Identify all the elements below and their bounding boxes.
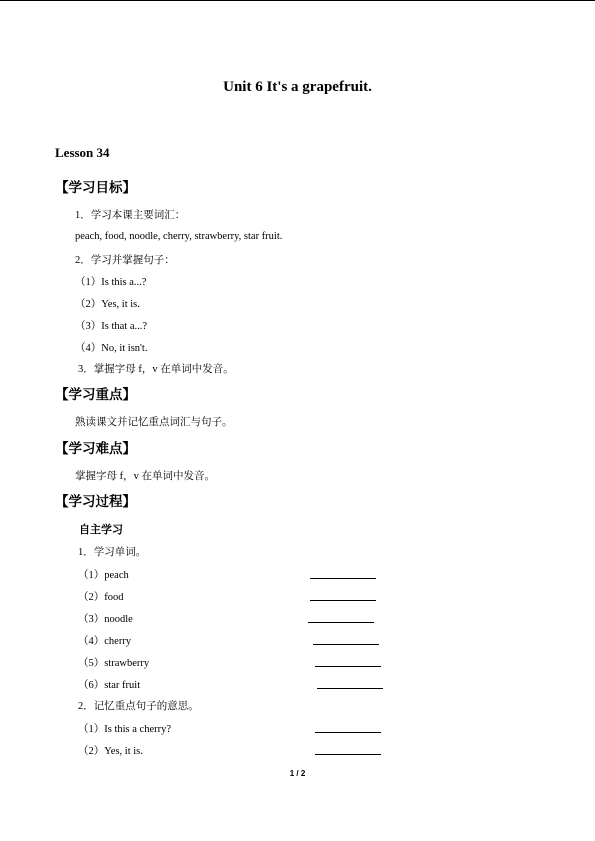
page-top-border <box>0 0 595 1</box>
answer-blank-strawberry[interactable] <box>315 666 381 667</box>
goal-sentence-4: （4）No, it isn't. <box>75 343 148 354</box>
answer-blank-star-fruit[interactable] <box>317 688 383 689</box>
goal-sentence-3: （3）Is that a...? <box>75 321 148 332</box>
phrase-item-1: （1）Is this a cherry? <box>78 724 172 735</box>
section-heading-difficulties: 【学习难点】 <box>55 441 136 456</box>
word-item-noodle: （3）noodle <box>78 614 133 625</box>
key-points-text: 熟读课文并记忆重点词汇与句子。 <box>75 417 233 428</box>
step-1-heading: 1．学习单词。 <box>78 547 147 558</box>
page-number: 1 / 2 <box>289 769 306 778</box>
step-2-heading: 2．记忆重点句子的意思。 <box>78 701 199 712</box>
word-item-cherry: （4）cherry <box>78 636 132 647</box>
section-heading-process: 【学习过程】 <box>55 494 136 509</box>
word-item-food: （2）food <box>78 592 124 603</box>
goal-sentence-1: （1）Is this a...? <box>75 277 147 288</box>
goal-item-2: 2．学习并掌握句子： <box>75 255 175 266</box>
answer-blank-phrase-2[interactable] <box>315 754 381 755</box>
phrase-item-2: （2）Yes, it is. <box>78 746 143 757</box>
goal-vocab-list: peach, food, noodle, cherry, strawberry, star fruit. <box>75 231 283 242</box>
page-title: Unit 6 It's a grapefruit. <box>223 79 372 95</box>
answer-blank-food[interactable] <box>310 600 376 601</box>
word-item-peach: （1）peach <box>78 570 129 581</box>
goal-item-1: 1．学习本课主要词汇： <box>75 210 186 221</box>
answer-blank-peach[interactable] <box>310 578 376 579</box>
lesson-heading: Lesson 34 <box>55 145 110 160</box>
goal-sentence-2: （2）Yes, it is. <box>75 299 140 310</box>
word-item-star-fruit: （6）star fruit <box>78 680 141 691</box>
difficulties-text: 掌握字母 f，v 在单词中发音。 <box>75 471 215 482</box>
goal-item-3: 3．掌握字母 f，v 在单词中发音。 <box>78 364 234 375</box>
section-heading-key-points: 【学习重点】 <box>55 387 136 402</box>
section-heading-goals: 【学习目标】 <box>55 180 136 195</box>
answer-blank-phrase-1[interactable] <box>315 732 381 733</box>
answer-blank-noodle[interactable] <box>308 622 374 623</box>
word-item-strawberry: （5）strawberry <box>78 658 150 669</box>
answer-blank-cherry[interactable] <box>313 644 379 645</box>
self-study-subheading: 自主学习 <box>79 524 123 536</box>
